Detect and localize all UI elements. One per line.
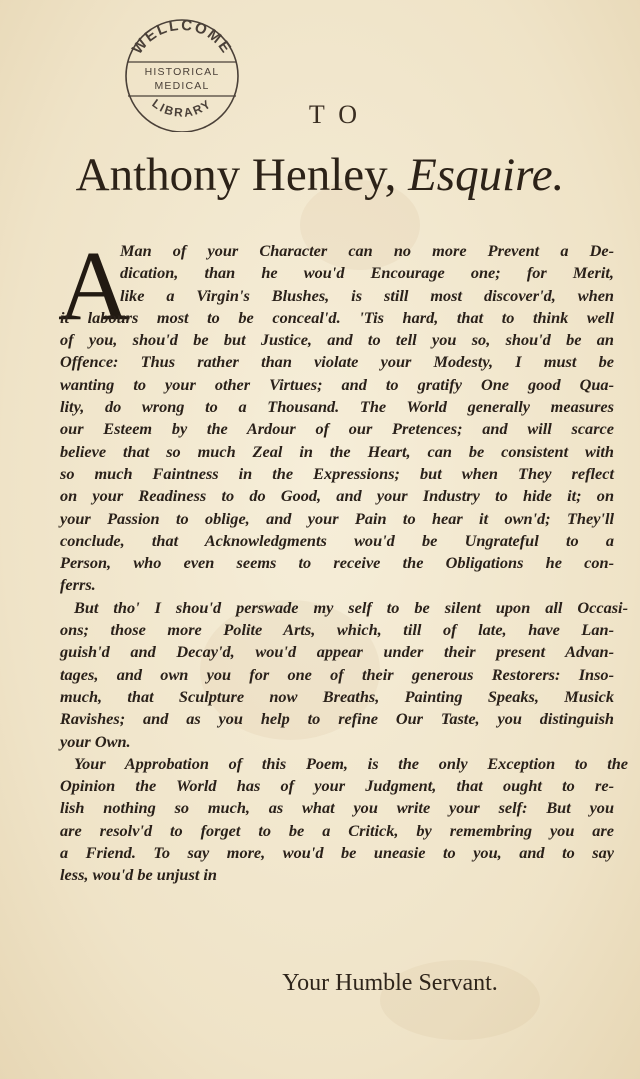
- text-line: Your Approbation of this Poem, is the only Exception to the: [74, 753, 628, 773]
- closing-signature: Your Humble Servant.: [282, 970, 498, 996]
- text-line: dication, than he wou'd Encourage one; for Merit,: [120, 263, 614, 283]
- dedicatee-name: Anthony Henley,: [75, 149, 397, 201]
- text-line: guish'd and Decay'd, wou'd appear under their present Advan-: [60, 642, 614, 662]
- text-line: lish nothing so much, as what you write your self: But you: [60, 798, 614, 818]
- text-line: are resolv'd to forget to be a Critick, by remembring you are: [60, 820, 614, 840]
- text-line: ferrs.: [60, 575, 96, 595]
- text-line: believe that so much Zeal in the Heart, can be consistent with: [60, 441, 614, 461]
- text-line: ons; those more Polite Arts, which, till of late, have Lan-: [60, 620, 614, 640]
- dedication-text: [60, 240, 628, 887]
- stamp-arc-bottom: LIBRARY: [149, 96, 215, 120]
- text-line: your Own.: [60, 731, 131, 751]
- text-line: Offence: Thus rather than violate your Modesty, I must be: [60, 352, 614, 372]
- text-line: your Passion to oblige, and your Pain to hear it own'd; They'll: [60, 508, 614, 528]
- text-line: like a Virgin's Blushes, is still most discover'd, when: [120, 285, 614, 305]
- text-line: a Friend. To say more, wou'd be uneasie to you, and to say: [60, 843, 614, 863]
- text-line: so much Faintness in the Expressions; but when They reflect: [60, 463, 614, 483]
- text-line: Opinion the World has of your Judgment, that ought to re-: [60, 776, 614, 796]
- drop-cap: A: [58, 230, 131, 341]
- stamp-line-medical: MEDICAL: [154, 80, 210, 92]
- text-line: wanting to your other Virtues; and to gratify One good Qua-: [60, 374, 614, 394]
- text-line: Ravishes; and as you help to refine Our Taste, you distinguish: [60, 709, 614, 729]
- text-line: Man of your Character can no more Prevent a De-: [120, 241, 614, 260]
- text-line: on your Readiness to do Good, and your Industry to hide it; on: [60, 486, 614, 506]
- dedicatee-title: [0, 148, 640, 202]
- text-line: less, wou'd be unjust in: [60, 865, 217, 885]
- text-line: tages, and own you for one of their generous Restorers: Inso-: [60, 664, 614, 684]
- stamp-arc-top: WELLCOME: [128, 16, 236, 58]
- dedicatee-rank: Esquire.: [408, 149, 565, 201]
- text-line: lity, do wrong to a Thousand. The World generally measures: [60, 397, 614, 417]
- text-line: it labours most to be conceal'd. 'Tis hard, that to think well: [60, 307, 614, 327]
- text-line: much, that Sculpture now Breaths, Painting Speaks, Musick: [60, 686, 614, 706]
- heading-to: TO: [308, 100, 372, 129]
- text-line: of you, shou'd be but Justice, and to tell you so, shou'd be an: [60, 330, 614, 350]
- text-line: Person, who even seems to receive the Obligations he con-: [60, 553, 614, 573]
- text-line: conclude, that Acknowledgments wou'd be Ungrateful to a: [60, 530, 614, 550]
- stamp-line-historical: HISTORICAL: [144, 66, 220, 78]
- text-line: But tho' I shou'd perswade my self to be silent upon all Occasi-: [74, 597, 628, 617]
- text-line: our Esteem by the Ardour of our Pretences; and will scarce: [60, 419, 614, 439]
